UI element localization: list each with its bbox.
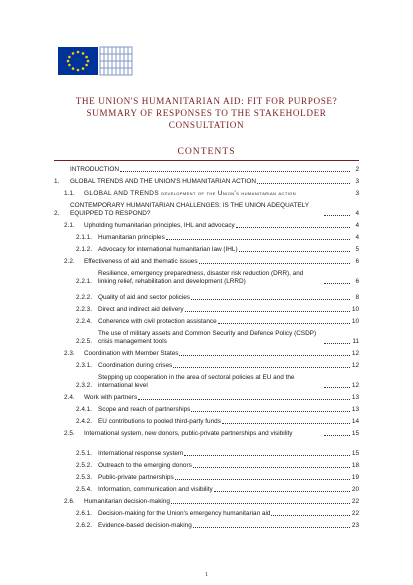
toc-entry[interactable] [54,178,359,186]
toc-entry-number: 1.1. [64,190,75,197]
toc-entry-page: 8 [355,294,359,301]
toc-entry-label: Humanitarian principles [98,234,165,241]
toc-leader-dots [199,263,350,264]
toc-entry-number: 2.3. [64,350,75,357]
toc-entry[interactable] [76,306,359,314]
toc-entry-number: 2.2.4. [76,318,92,325]
toc-leader-dots [193,467,350,468]
toc-leader-dots [193,527,350,528]
toc-entry-label: Stepping up cooperation in the area of sectoral policies at EU and the international level [98,374,295,389]
toc-entry[interactable] [76,474,359,482]
toc-entry[interactable] [76,362,359,370]
toc-entry[interactable] [64,430,359,438]
toc-entry-label: International system, new donors, public-private partnerships and visibility [84,430,293,437]
toc-leader-dots [185,311,350,312]
toc-entry-page: 5 [355,246,359,253]
toc-entry-number: 2.2.2. [76,294,92,301]
toc-entry[interactable] [76,270,359,286]
toc-entry-label: The use of military assets and Common Security and Defence Policy (CSDP) crisis management tools [98,330,317,345]
title-line-2: SUMMARY OF RESPONSES TO THE STAKEHOLDER [86,108,327,118]
toc-entry-number: 2.2.3. [76,306,92,313]
toc-entry-label: GLOBAL TRENDS AND THE UNION'S HUMANITARIAN ACTION [70,178,256,185]
toc-entry-page: 12 [351,350,359,357]
toc-entry[interactable] [54,202,359,218]
toc-entry-number: 2.1.2. [76,246,92,253]
toc-leader-dots [324,435,350,436]
toc-entry-page: 11 [352,338,359,345]
toc-entry-number: 2.5.1. [76,450,92,457]
toc-entry[interactable] [64,350,359,358]
toc-entry-page: 4 [355,234,359,241]
toc-entry-number: 2.5.3. [76,474,92,481]
toc-entry-page: 23 [351,522,359,529]
toc-entry[interactable] [54,166,359,174]
toc-entry-label: Information, communication and visibility [98,486,213,493]
toc-entry-number: 2.4.1. [76,406,92,413]
toc-leader-dots [191,411,350,412]
toc-entry-number: 2.3.1. [76,362,92,369]
toc-entry-page: 14 [351,418,359,425]
toc-leader-dots [175,479,350,480]
toc-entry[interactable] [64,222,359,230]
title-line-1: THE UNION'S HUMANITARIAN AID: FIT FOR PURPOSE? [75,96,338,106]
toc-entry-number: 2.5.2. [76,462,92,469]
toc-leader-dots [239,251,350,252]
toc-entry-page: 20 [351,486,359,493]
toc-entry-number: 2.4. [64,394,75,401]
toc-entry-label: Resilience, emergency preparedness, disaster risk reduction (DRR), and linking relief, rehabilitation and development (LRRD) [98,270,304,285]
toc-entry-page: 22 [351,510,359,517]
toc-entry[interactable] [76,418,359,426]
toc-entry-label: GLOBAL AND TRENDS development of the Union's humanitarian action [84,190,296,197]
toc-leader-dots [324,283,350,284]
toc-entry[interactable] [76,246,359,254]
toc-entry-number: 2. [54,210,60,217]
toc-entry-number: 2.5. [64,430,75,437]
toc-entry-label: Evidence-based decision-making [98,522,192,529]
toc-entry-label: Advocacy for international humanitarian law (IHL) [98,246,238,253]
toc-entry-page: 2 [355,166,359,173]
toc-leader-dots [191,299,350,300]
toc-leader-dots [138,399,350,400]
toc-entry[interactable] [64,190,359,198]
toc-entry[interactable] [76,510,359,518]
toc-entry[interactable] [76,234,359,242]
toc-entry-label: Upholding humanitarian principles, IHL and advocacy [84,222,235,229]
toc-entry[interactable] [76,294,359,302]
toc-leader-dots [257,183,350,184]
toc-entry-number: 2.4.2. [76,418,92,425]
toc-entry-number: 2.6. [64,498,75,505]
toc-entry-number: 1. [54,178,60,185]
toc-entry[interactable] [64,394,359,402]
toc-entry-page: 3 [355,190,359,197]
toc-entry-number: 2.1. [64,222,75,229]
toc-entry-page: 15 [351,450,359,457]
toc-leader-dots [236,227,350,228]
toc-entry[interactable] [76,462,359,470]
toc-leader-dots [166,239,350,240]
toc-entry-page: 3 [355,178,359,185]
toc-entry[interactable] [76,486,359,494]
eu-commission-logo-icon [58,44,138,94]
toc-entry-page: 13 [351,394,359,401]
toc-entry-page: 15 [351,430,359,437]
toc-entry-page: 6 [355,278,359,285]
toc-leader-dots [173,367,350,368]
toc-leader-dots [324,387,350,388]
toc-entry-label: Coordination with Member States [84,350,179,357]
toc-entry-label: Humanitarian decision-making [84,498,170,505]
toc-leader-dots [222,423,350,424]
toc-entry-number: 2.2.1. [76,278,92,285]
toc-entry-number: 2.6.2. [76,522,92,529]
toc-entry-label: CONTEMPORARY HUMANITARIAN CHALLENGES: IS THE UNION ADEQUATELY EQUIPPED TO RESPOND? [70,202,309,217]
document-title [20,95,393,131]
toc-entry[interactable] [76,374,359,390]
toc-entry-number: 2.2. [64,258,75,265]
contents-divider [54,160,359,161]
title-line-3: CONSULTATION [168,120,245,130]
toc-entry-label: Direct and indirect aid delivery [98,306,184,313]
toc-entry-number: 2.5.4. [76,486,92,493]
toc-leader-dots [271,515,350,516]
toc-leader-dots [184,455,350,456]
toc-entry-label: EU contributions to pooled third-party funds [98,418,221,425]
toc-entry-page: 18 [351,462,359,469]
toc-entry-number: 2.2.5. [76,338,92,345]
footer-page-number: 1 [205,572,208,578]
toc-entry-label: Quality of aid and sector policies [98,294,191,301]
toc-leader-dots [218,323,350,324]
toc-entry-page: 4 [355,222,359,229]
toc-leader-dots [171,503,350,504]
toc-entry[interactable] [76,318,359,326]
toc-entry-label: Scope and reach of partnerships [98,406,191,413]
toc-entry-page: 12 [351,382,359,389]
toc-entry-page: 22 [351,498,359,505]
toc-entry-label: Effectiveness of aid and thematic issues [84,258,198,265]
toc-entry-number: 2.3.2. [76,382,92,389]
toc-entry-page: 10 [351,306,359,313]
toc-entry-page: 12 [351,362,359,369]
toc-entry-label: Outreach to the emerging donors [98,462,192,469]
toc-leader-dots [179,355,350,356]
contents-heading: CONTENTS [177,146,236,157]
toc-entry-label: Work with partners [84,394,138,401]
toc-entry-page: 13 [351,406,359,413]
toc-entry-number: 2.6.1. [76,510,92,517]
toc-entry-page: 4 [355,210,359,217]
toc-entry-label: Coherence with civil protection assistance [98,318,217,325]
toc-entry[interactable] [76,406,359,414]
toc-entry-page: 19 [351,474,359,481]
toc-leader-dots [214,491,350,492]
toc-entry-label: Coordination during crises [98,362,173,369]
toc-entry-label: Public-private partnerships [98,474,174,481]
toc-leader-dots [324,215,350,216]
toc-entry[interactable] [76,330,359,346]
toc-entry[interactable] [64,258,359,266]
toc-entry-page: 10 [351,318,359,325]
toc-entry-page: 6 [355,258,359,265]
toc-entry[interactable] [76,450,359,458]
toc-entry[interactable] [64,498,359,506]
toc-entry[interactable] [76,522,359,530]
toc-leader-dots [120,171,350,172]
toc-entry-label: Decision-making for the Union's emergency humanitarian aid [98,510,271,517]
toc-entry-label: INTRODUCTION [70,166,119,173]
toc-entry-number: 2.1.1. [76,234,92,241]
toc-entry-label: International response system [98,450,184,457]
toc-leader-dots [324,343,350,344]
